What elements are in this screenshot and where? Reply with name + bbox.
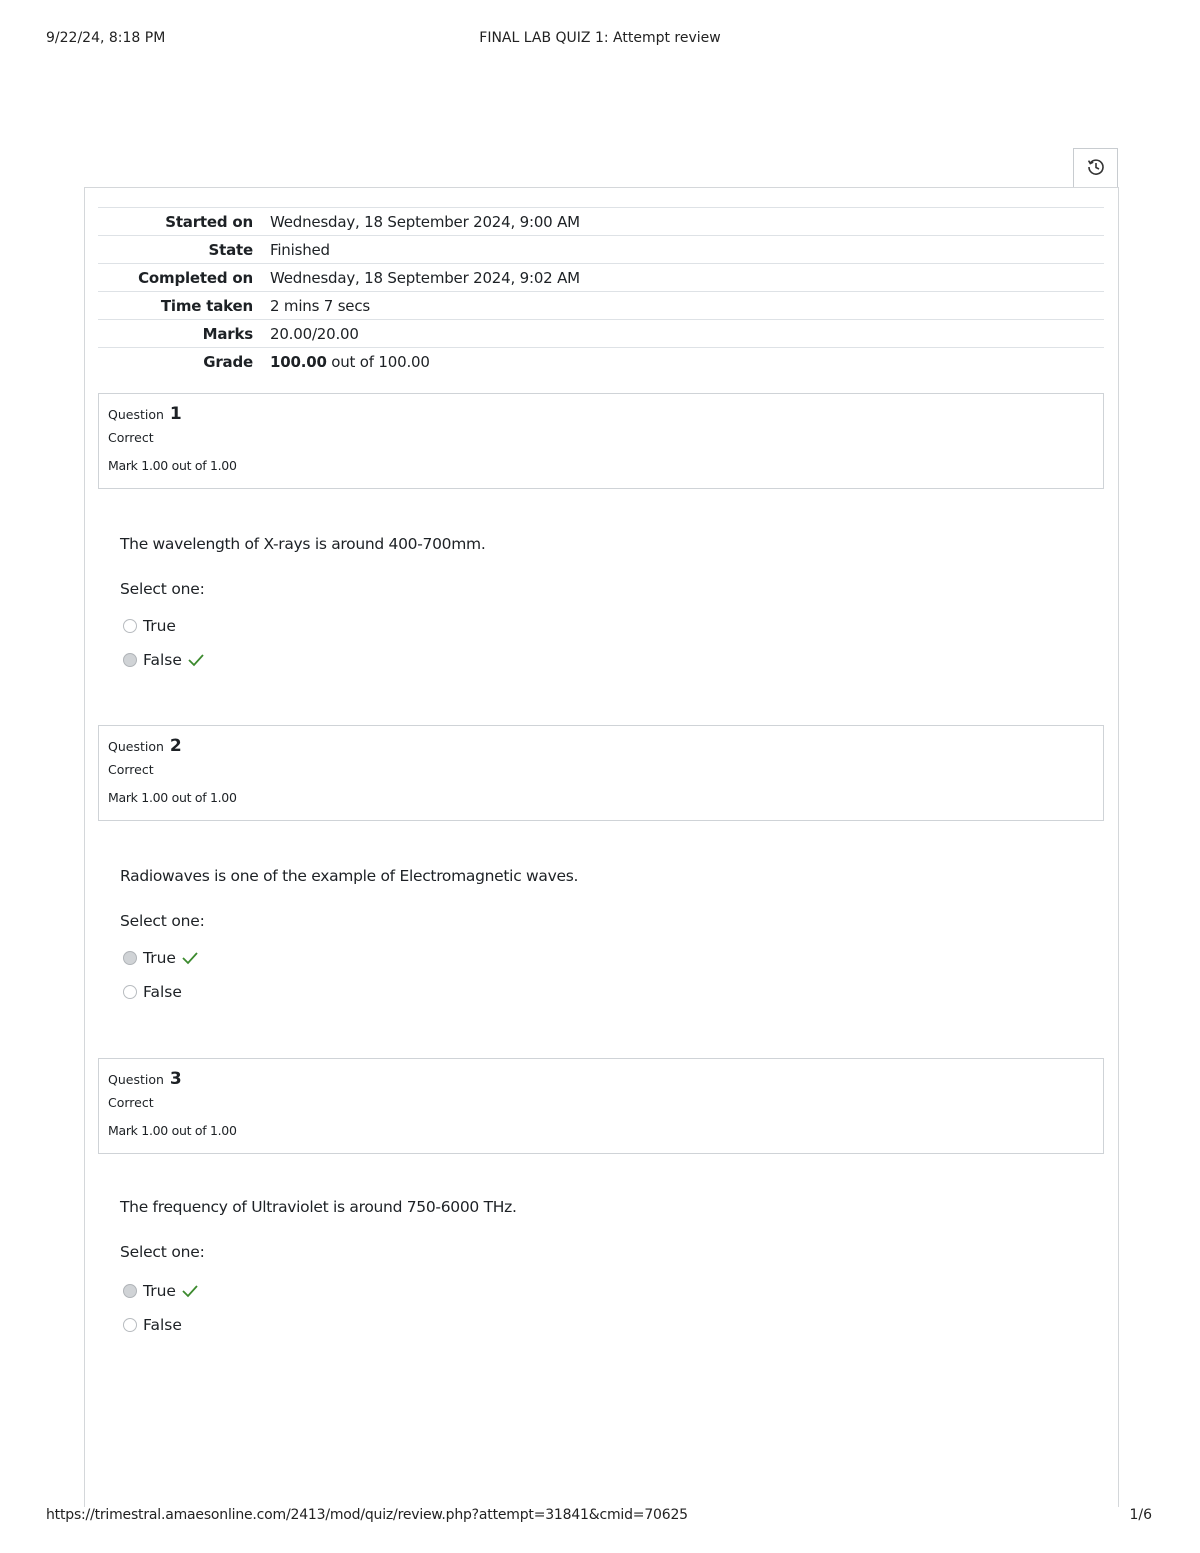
summary-row-state	[98, 236, 1104, 264]
question-state: Correct	[108, 1095, 154, 1110]
select-one-prompt: Select one:	[120, 912, 205, 930]
print-url: https://trimestral.amaesonline.com/2413/mod/quiz/review.php?attempt=31841&cmid=70625	[46, 1507, 688, 1523]
print-datetime: 9/22/24, 8:18 PM	[46, 30, 166, 46]
print-page-number: 1/6	[1129, 1507, 1152, 1523]
correct-check-icon	[187, 653, 205, 667]
marks-label: Marks	[202, 324, 253, 343]
question-info-3	[98, 1058, 1104, 1154]
option-label: True	[143, 1282, 176, 1300]
summary-row-started-on	[98, 208, 1104, 236]
option-label: False	[143, 651, 182, 669]
question-number	[108, 736, 1094, 756]
correct-check-icon	[181, 1284, 199, 1298]
started-on-value: Wednesday, 18 September 2024, 9:00 AM	[270, 212, 580, 231]
question-mark: Mark 1.00 out of 1.00	[108, 458, 237, 473]
radio-button[interactable]	[123, 1318, 137, 1332]
summary-row-marks	[98, 320, 1104, 348]
grade-value	[253, 353, 430, 371]
grade-out-of: out of 100.00	[331, 353, 430, 371]
q1-option-true[interactable]	[123, 616, 176, 636]
question-num: 2	[169, 736, 182, 756]
question-text-1: The wavelength of X-rays is around 400-700mm.	[120, 535, 486, 553]
option-label: True	[143, 617, 176, 635]
question-text-3: The frequency of Ultraviolet is around 750-6000 THz.	[120, 1198, 517, 1216]
question-number	[108, 404, 1094, 424]
print-page-title: FINAL LAB QUIZ 1: Attempt review	[479, 30, 721, 46]
q2-option-false[interactable]	[123, 982, 182, 1002]
select-one-prompt: Select one:	[120, 1243, 205, 1261]
summary-row-grade	[98, 348, 1104, 376]
radio-button-selected[interactable]	[123, 951, 137, 965]
started-on-label: Started on	[165, 212, 253, 231]
time-taken-label: Time taken	[160, 296, 253, 315]
question-number	[108, 1069, 1094, 1089]
radio-button[interactable]	[123, 985, 137, 999]
question-num: 3	[169, 1069, 182, 1089]
completed-on-label: Completed on	[138, 268, 253, 287]
q1-option-false[interactable]	[123, 650, 205, 670]
grade-label: Grade	[203, 353, 253, 371]
attempt-history-button[interactable]	[1073, 148, 1118, 188]
print-header	[46, 30, 1154, 50]
question-state: Correct	[108, 762, 154, 777]
question-info-2	[98, 725, 1104, 821]
completed-on-value: Wednesday, 18 September 2024, 9:02 AM	[270, 268, 580, 287]
question-state: Correct	[108, 430, 154, 445]
q3-option-false[interactable]	[123, 1315, 182, 1335]
q2-option-true[interactable]	[123, 948, 199, 968]
question-mark: Mark 1.00 out of 1.00	[108, 790, 237, 805]
quiz-review-container	[84, 187, 1119, 1507]
grade-score: 100.00	[270, 353, 327, 371]
radio-button[interactable]	[123, 619, 137, 633]
radio-button-selected[interactable]	[123, 1284, 137, 1298]
state-label: State	[208, 240, 253, 259]
select-one-prompt: Select one:	[120, 580, 205, 598]
time-taken-value: 2 mins 7 secs	[270, 296, 370, 315]
marks-value: 20.00/20.00	[270, 324, 359, 343]
history-icon	[1086, 157, 1106, 181]
state-value: Finished	[270, 240, 330, 259]
question-label: Question	[108, 739, 164, 754]
correct-check-icon	[181, 951, 199, 965]
question-label: Question	[108, 407, 164, 422]
q3-option-true[interactable]	[123, 1281, 199, 1301]
option-label: True	[143, 949, 176, 967]
question-mark: Mark 1.00 out of 1.00	[108, 1123, 237, 1138]
summary-row-completed-on	[98, 264, 1104, 292]
option-label: False	[143, 983, 182, 1001]
attempt-summary-table	[98, 207, 1104, 376]
radio-button-selected[interactable]	[123, 653, 137, 667]
question-text-2: Radiowaves is one of the example of Electromagnetic waves.	[120, 867, 579, 885]
question-info-1	[98, 393, 1104, 489]
summary-row-time-taken	[98, 292, 1104, 320]
question-label: Question	[108, 1072, 164, 1087]
question-num: 1	[169, 404, 182, 424]
option-label: False	[143, 1316, 182, 1334]
